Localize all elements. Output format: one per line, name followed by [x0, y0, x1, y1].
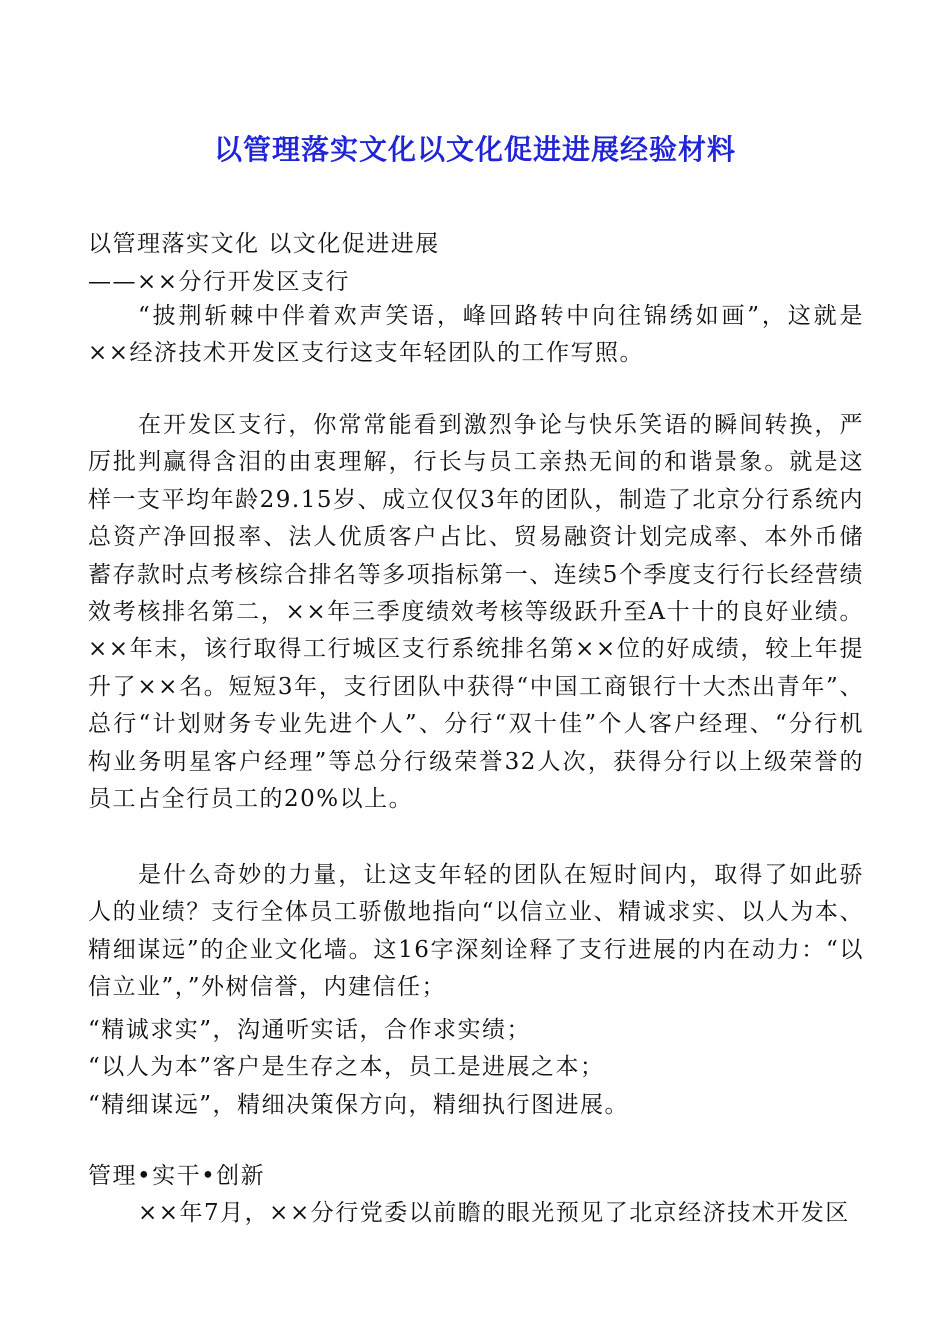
- body-paragraph-2: 是什么奇妙的力量，让这支年轻的团队在短时间内，取得了如此骄人的业绩？支行全体员工骄傲地指向“以信立业、精诚求实、以人为本、精细谋远”的企业文化墙。这16字深刻诠释了支行进展的内在动力：“以信立业”，”外树信誉，内建信任；: [88, 862, 864, 1001]
- motto-line-3: “精细谋远”，精细决策保方向，精细执行图进展。: [88, 1092, 630, 1118]
- document-title: 以管理落实文化以文化促进进展经验材料: [213, 133, 736, 166]
- motto-line-2: “以人为本”客户是生存之本，员工是进展之本；: [88, 1054, 605, 1080]
- body-paragraph-3: ××年7月，××分行党委以前瞻的眼光预见了北京经济技术开发区: [138, 1200, 850, 1226]
- body-paragraph-1: 在开发区支行，你常常能看到激烈争论与快乐笑语的瞬间转换，严厉批判赢得含泪的由衷理解，行长与员工亲热无间的和谐景象。就是这样一支平均年龄29.15岁、成立仅仅3年的团队，制造了北京分行系统内总资产净回报率、法人优质客户占比、贸易融资计划完成率、本外币储蓄存款时点考核综合排名等多项指标第一、连续5个季度支行行长经营绩效考核排名第二，××年三季度绩效考核等级跃升至A十十的良好业绩。××年末，该行取得工行城区支行系统排名第××位的好成绩，较上年提升了××名。短短3年，支行团队中获得“中国工商银行十大杰出青年”、总行“计划财务专业先进个人”、分行“双十佳”个人客户经理、“分行机构业务明星客户经理”等总分行级荣誉32人次，获得分行以上级荣誉的员工占全行员工的20%以上。: [88, 412, 864, 813]
- document-body: [88, 0, 864, 1344]
- section-heading: 管理•实干•创新: [88, 1163, 266, 1189]
- intro-paragraph: “披荆斩棘中伴着欢声笑语，峰回路转中向往锦绣如画”，这就是××经济技术开发区支行这支年轻团队的工作写照。: [88, 303, 864, 367]
- motto-line-1: “精诚求实”，沟通听实话，合作求实绩；: [88, 1017, 532, 1043]
- document-subtitle: 以管理落实文化 以文化促进进展: [88, 231, 440, 257]
- document-byline: ——××分行开发区支行: [88, 269, 351, 295]
